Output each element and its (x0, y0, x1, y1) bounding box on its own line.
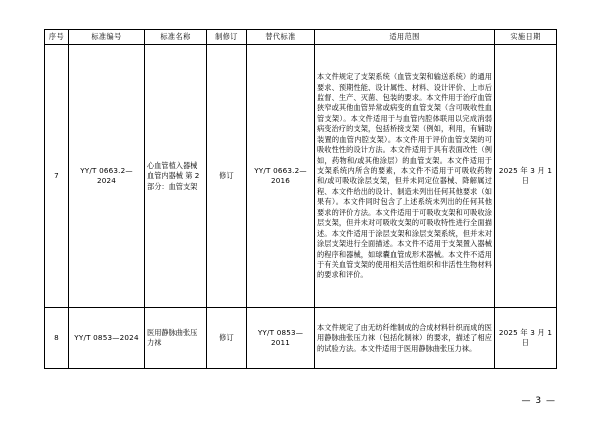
cell-revise: 修订 (207, 308, 247, 369)
cell-code: YY/T 0853—2024 (69, 308, 145, 369)
cell-scope: 本文件规定了由无纺纤维制成的合成材料针织而成的医用静脉曲张压力袜（包括化制袜）的要求，描述了相应的试验方法。本文件适用于医用静脉曲张压力袜。 (315, 308, 495, 369)
table-row (45, 308, 557, 369)
column-header-code: 标准编号 (69, 30, 145, 45)
cell-code: YY/T 0663.2—2024 (69, 45, 145, 308)
column-header-no: 序号 (45, 30, 69, 45)
table-header-row (45, 30, 557, 45)
column-header-date: 实施日期 (495, 30, 557, 45)
cell-date: 2025 年 3 月 1 日 (495, 308, 557, 369)
cell-replace: YY/T 0853—2011 (247, 308, 315, 369)
table-row (45, 45, 557, 308)
column-header-scope: 适用范围 (315, 30, 495, 45)
standards-table (44, 29, 557, 369)
page-number: — 3 — (521, 396, 556, 406)
column-header-revise: 制修订 (207, 30, 247, 45)
cell-revise: 修订 (207, 45, 247, 308)
cell-no: 8 (45, 308, 69, 369)
column-header-name: 标准名称 (145, 30, 207, 45)
cell-name: 医用静脉曲张压力袜 (145, 308, 207, 369)
table-body (45, 45, 557, 369)
cell-name: 心血管植入器械 血管内器械 第 2 部分：血管支架 (145, 45, 207, 308)
column-header-replace: 替代标准 (247, 30, 315, 45)
cell-date: 2025 年 3 月 1 日 (495, 45, 557, 308)
cell-no: 7 (45, 45, 69, 308)
cell-scope: 本文件规定了支架系统（血管支架和输送系统）的通用要求、预期性能、设计属性、材料、设计评价、上市后监督、生产、灭菌、包装的要求。本文件用于治疗血管狭窄或其他血管异常或病变的血管支架（含可吸收性血管支架）。本文件适用于与血管内腔体联用以完成消弱病变治疗的支架，包括桥接支架（例如，利用，有辅助装置的血管内腔支架）。本文件用于评价血管支架的可吸收性性的设计方法。本文件适用于具有表面改性（例如，药物和/或其他涂层）的血管支架。本文件适用于支架系统内所含的要素，本文件不适用于可吸收药物和/或可吸收涂层支架，但并未同定位器械、降解属过程、本文件给出的设计、制造未列出任何其他要求（如果有）。本文件同时包含了上述系统未列出的任何其他要求的评价方法。本文件适用于可吸收支架和可吸收涂层支架，但并未对可吸收支架的可吸收特性进行全面描述。本文件适用于涂层支架和涂层支架系统，但并未对涂层支架进行全面描述。本文件不适用于支架置入器械的程序和器械，如球囊血管成形术器械。本文件不适用于有关血管支架的使用相关活性组织和非活性生物材料的要求和评价。 (315, 45, 495, 308)
cell-replace: YY/T 0663.2—2016 (247, 45, 315, 308)
table-header (45, 30, 557, 45)
